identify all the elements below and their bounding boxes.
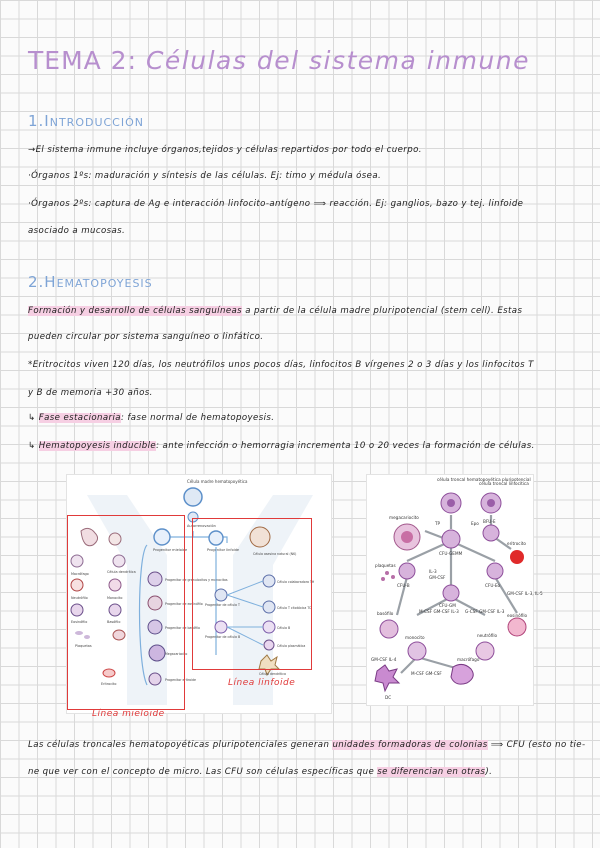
diagram-label: TP <box>435 521 441 526</box>
diagram-label: megacariocito <box>389 515 419 520</box>
text-line: asociado a mucosas. <box>28 226 126 236</box>
diagram-label: Célula plasmática <box>277 644 306 648</box>
text-line: →El sistema inmune incluye órganos,tejidos y células repartidos por todo el cuerpo. <box>28 145 422 155</box>
title-rest: Células del sistema inmune <box>145 46 530 75</box>
text-line: *Eritrocitos viven 120 días, los neutrófilos unos pocos días, linfocitos B vírgenes 2 o 3 días y los linfocitos T <box>28 360 534 370</box>
text-span: ⟹ CFU (esto no tie- <box>487 740 586 750</box>
diagram-label: Eritrocito <box>101 682 117 686</box>
text-line <box>28 740 585 750</box>
section-heading-hematopoyesis: 2.Hematopoyesis <box>28 273 153 291</box>
text-line <box>28 767 492 777</box>
diagram-label: CFU-Eo <box>485 583 501 588</box>
diagram-label: Eosinófilo <box>71 620 88 624</box>
diagram-label: célula troncal linfocítica <box>479 481 529 486</box>
diagram-label: Célula madre hematopoyética <box>187 479 248 484</box>
highlight: Hematopoyesis inducible <box>38 441 157 451</box>
text-line: ·Órganos 1ºs: maduración y síntesis de las células. Ej: timo y médula ósea. <box>28 171 382 181</box>
diagram-label: BFU-E <box>483 519 496 524</box>
diagram-label: GM-CSF IL-4 <box>371 657 397 662</box>
highlight: Formación y desarrollo de células sanguíneas <box>28 306 243 316</box>
linfoide-box <box>192 518 312 670</box>
diagram-label: eritrocito <box>507 541 526 546</box>
diagram-label: eosinófilo <box>507 613 528 618</box>
hematopoiesis-figure-right <box>366 474 543 706</box>
text-span: ne que ver con el concepto de micro. Las CFU son células específicas que <box>28 767 378 777</box>
diagram-label: Macrófago <box>71 572 89 576</box>
title-lead: TEMA 2: <box>28 46 138 75</box>
diagram-label: IL-3 <box>429 569 437 574</box>
text-span: Las células troncales hematopoyéticas pluripotenciales generan <box>28 740 333 750</box>
text-span: : fase normal de hematopoyesis. <box>120 413 275 423</box>
diagram-label: Neutrófilo <box>71 596 88 600</box>
diagram-label: macrófago <box>457 657 480 662</box>
diagram-label: Megacariocito <box>165 652 188 656</box>
diagram-label: basófilo <box>377 611 394 616</box>
highlight: Fase estacionaria <box>38 413 121 423</box>
text-span: ). <box>485 767 493 777</box>
diagram-label: Célula dendrítica <box>107 570 136 574</box>
diagram-label: CFU-GM <box>439 603 456 608</box>
cfu-diagram <box>367 475 543 707</box>
page-title <box>28 46 530 75</box>
diagram-label: Progenitor de basófilo <box>165 626 200 630</box>
diagram-label: Célula colaboradora TH <box>277 580 315 584</box>
diagram-label: célula troncal hematopoyética pluripotencial <box>437 477 531 482</box>
diagram-label: M-CSF GM-CSF <box>411 671 442 676</box>
label-linea-mieloide: Línea mieloide <box>92 709 165 719</box>
text-line <box>28 306 522 316</box>
text-span: a partir de la célula madre pluripotencial (stem cell). Estas <box>242 306 523 316</box>
diagram-label: Progenitor de eosinófilo <box>165 602 203 606</box>
arrow-glyph: ↳ <box>28 413 36 423</box>
diagram-label: Célula dendrítica <box>259 672 287 676</box>
diagram-label: monocito <box>405 635 425 640</box>
arrow-glyph: ↳ <box>28 441 36 451</box>
text-line: ·Órganos 2ºs: captura de Ag e interacción linfocito-antígeno ⟹ reacción. Ej: ganglios, bazo y tej. linfoide <box>28 199 524 209</box>
text-line: pueden circular por sistema sanguíneo o linfático. <box>28 332 264 342</box>
text-span: : ante infección o hemorragia incrementa 10 o 20 veces la formación de células. <box>156 441 535 451</box>
diagram-label: Progenitor eritroide <box>165 678 196 682</box>
diagram-label: Progenitor linfoide <box>207 548 240 552</box>
diagram-label: neutrófilo <box>477 633 498 638</box>
diagram-label: Autorrenovación <box>187 524 216 528</box>
section-heading-introduccion: 1.Introducción <box>28 112 144 130</box>
text-line <box>28 413 274 423</box>
diagram-label: Plaquetas <box>75 644 92 648</box>
diagram-label: Epo <box>471 521 479 526</box>
text-line: y B de memoria +30 años. <box>28 388 153 398</box>
diagram-label: G-CSF GM-CSF IL-3 <box>465 609 505 614</box>
mieloide-box <box>67 515 188 710</box>
diagram-label: Progenitor de célula T <box>205 603 240 607</box>
diagram-label: CFU-GEMM <box>439 551 463 556</box>
highlight: unidades formadoras de colonias <box>332 740 488 750</box>
diagram-label: GM-CSF <box>429 575 446 580</box>
diagram-label: Célula asesina natural (NK) <box>253 552 297 556</box>
diagram-label: Monocito <box>107 596 123 600</box>
diagram-label: M-CSF GM-CSF IL-3 <box>419 609 459 614</box>
diagram-label: Progenitor de célula B <box>205 635 241 639</box>
label-linea-linfoide: Línea linfoide <box>228 678 296 688</box>
diagram-label: Basófilo <box>107 620 121 624</box>
diagram-label: Célula T citotóxica TC <box>277 606 312 610</box>
diagram-label: CFU-B <box>397 583 410 588</box>
diagram-label: DC <box>385 695 392 700</box>
diagram-label: plaquetas <box>375 563 396 568</box>
diagram-label: GM-CSF IL-3, IL-5 <box>507 591 543 596</box>
diagram-label: Progenitor de granulocitos y monocitos <box>165 578 228 582</box>
diagram-label: Célula B <box>277 626 291 630</box>
diagram-label: Progenitor mieloide <box>153 548 188 552</box>
highlight: se diferencian en otras <box>377 767 486 777</box>
text-line <box>28 441 535 451</box>
